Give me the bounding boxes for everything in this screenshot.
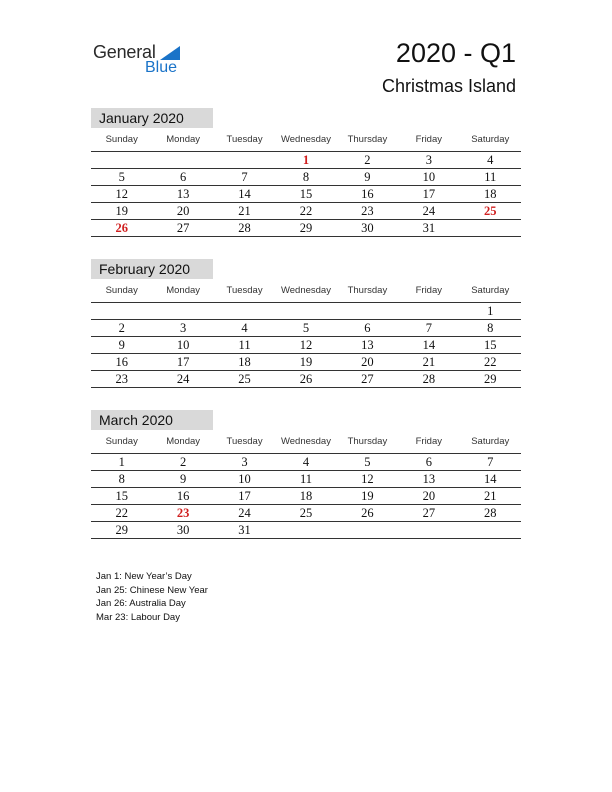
- holiday-day-cell: 25: [483, 204, 497, 218]
- weekday-header: Friday: [415, 285, 443, 296]
- day-cell: 25: [238, 372, 251, 386]
- day-cell: 26: [361, 506, 374, 520]
- day-cell: 10: [238, 472, 251, 486]
- day-cell: 28: [422, 372, 436, 386]
- day-cell: 2: [118, 321, 125, 335]
- logo-text-general: General: [93, 42, 156, 62]
- weekday-header: Tuesday: [226, 436, 263, 447]
- day-cell: [214, 152, 275, 168]
- day-cell: [275, 303, 336, 319]
- day-cell: 4: [241, 321, 248, 335]
- month-february: [91, 259, 521, 388]
- week-row: [91, 220, 521, 237]
- day-cell: 19: [115, 204, 128, 218]
- week-row: [91, 354, 521, 371]
- day-cell: 16: [115, 355, 128, 369]
- day-cell: [214, 303, 275, 319]
- week-row: [91, 186, 521, 203]
- weekday-header: Saturday: [471, 134, 510, 145]
- day-cell: 22: [115, 506, 128, 520]
- month-january: [91, 108, 521, 237]
- day-cell: [337, 522, 398, 538]
- week-row: [91, 371, 521, 388]
- day-cell: 31: [238, 523, 251, 537]
- day-cell: 8: [118, 472, 125, 486]
- day-cell: 6: [425, 455, 432, 469]
- day-cell: 12: [115, 187, 128, 201]
- weekday-header: Tuesday: [226, 134, 263, 145]
- day-cell: 12: [299, 338, 313, 352]
- week-row: [91, 169, 521, 186]
- day-cell: 28: [483, 506, 497, 520]
- day-cell: 19: [299, 355, 313, 369]
- day-cell: [460, 522, 521, 538]
- holiday-day-cell: 26: [115, 221, 128, 235]
- day-cell: 27: [176, 221, 190, 235]
- day-cell: 9: [180, 472, 187, 486]
- day-cell: 23: [361, 204, 374, 218]
- weekday-header: Friday: [415, 134, 443, 145]
- day-cell: 5: [364, 455, 371, 469]
- week-row: [91, 203, 521, 220]
- weekday-header: Thursday: [347, 134, 388, 145]
- day-cell: 18: [238, 355, 251, 369]
- day-cell: [152, 152, 213, 168]
- holiday-note: Jan 1: New Year’s Day: [96, 571, 192, 582]
- weekday-header: Sunday: [105, 285, 138, 296]
- day-cell: 4: [302, 455, 310, 469]
- day-cell: 18: [299, 489, 313, 503]
- day-cell: 24: [238, 506, 251, 520]
- day-cell: [91, 152, 152, 168]
- day-cell: 22: [483, 355, 497, 369]
- holiday-notes: [96, 570, 208, 624]
- weekday-header: Friday: [415, 436, 443, 447]
- day-cell: 30: [361, 221, 374, 235]
- day-cell: 21: [238, 204, 251, 218]
- day-cell: 29: [115, 523, 128, 537]
- day-cell: 9: [364, 170, 371, 184]
- day-cell: 5: [302, 321, 310, 335]
- page-subtitle: Christmas Island: [381, 76, 516, 96]
- weekday-header-row: [91, 283, 521, 303]
- weekday-header: Thursday: [347, 285, 388, 296]
- month-label: February 2020: [91, 259, 213, 279]
- day-cell: 28: [238, 221, 251, 235]
- weekday-header: Wednesday: [280, 134, 331, 145]
- day-cell: 15: [483, 338, 497, 352]
- day-cell: 24: [422, 204, 436, 218]
- day-cell: 7: [241, 170, 248, 184]
- day-cell: 7: [425, 321, 432, 335]
- month-label: March 2020: [91, 410, 213, 430]
- day-cell: 8: [487, 321, 494, 335]
- day-cell: [91, 303, 152, 319]
- day-cell: 15: [299, 187, 313, 201]
- page-title: 2020 - Q1: [395, 38, 516, 68]
- holiday-note: Mar 23: Labour Day: [96, 611, 180, 623]
- day-cell: 21: [483, 489, 497, 503]
- day-cell: 11: [299, 472, 312, 486]
- day-cell: 20: [176, 204, 190, 218]
- logo-triangle-icon: [160, 46, 180, 60]
- week-row: [91, 152, 521, 169]
- week-row: [91, 488, 521, 505]
- month-label: January 2020: [91, 108, 213, 128]
- day-cell: 23: [115, 372, 128, 386]
- day-cell: 7: [487, 455, 494, 469]
- day-cell: 5: [118, 170, 125, 184]
- day-cell: 26: [299, 372, 313, 386]
- holiday-day-cell: 1: [302, 153, 310, 167]
- weekday-header: Monday: [166, 134, 201, 145]
- week-row: [91, 337, 521, 354]
- month-march: [91, 410, 521, 539]
- day-cell: 20: [422, 489, 436, 503]
- holiday-note: Jan 26: Australia Day: [96, 598, 186, 609]
- day-cell: 17: [176, 355, 190, 369]
- day-cell: 15: [115, 489, 128, 503]
- day-cell: 11: [484, 170, 497, 184]
- logo-text-blue: Blue: [145, 59, 178, 76]
- weekday-header: Tuesday: [226, 285, 263, 296]
- weekday-header: Saturday: [471, 436, 510, 447]
- day-cell: 12: [361, 472, 374, 486]
- weekday-header: Thursday: [347, 436, 388, 447]
- day-cell: 25: [299, 506, 313, 520]
- week-row: [91, 471, 521, 488]
- day-cell: 21: [422, 355, 436, 369]
- day-cell: 24: [176, 372, 190, 386]
- day-cell: 1: [487, 304, 494, 318]
- day-cell: 6: [180, 170, 187, 184]
- weekday-header: Sunday: [105, 134, 138, 145]
- weekday-header: Wednesday: [280, 436, 331, 447]
- day-cell: 2: [364, 153, 371, 167]
- weekday-header: Monday: [166, 436, 201, 447]
- day-cell: 16: [361, 187, 374, 201]
- day-cell: 3: [241, 455, 248, 469]
- day-cell: 20: [361, 355, 374, 369]
- day-cell: 6: [364, 321, 371, 335]
- day-cell: 16: [176, 489, 190, 503]
- day-cell: 29: [483, 372, 497, 386]
- day-cell: 3: [180, 321, 187, 335]
- day-cell: 8: [302, 170, 310, 184]
- day-cell: 17: [422, 187, 436, 201]
- day-cell: 27: [361, 372, 374, 386]
- day-cell: [337, 303, 398, 319]
- week-row: [91, 320, 521, 337]
- day-cell: [460, 220, 521, 236]
- day-cell: 18: [483, 187, 497, 201]
- weekday-header: Saturday: [471, 285, 510, 296]
- day-cell: 14: [422, 338, 436, 352]
- day-cell: 10: [176, 338, 190, 352]
- day-cell: 31: [422, 221, 436, 235]
- week-row: [91, 522, 521, 539]
- day-cell: [152, 303, 213, 319]
- day-cell: 3: [425, 153, 432, 167]
- weekday-header: Monday: [166, 285, 201, 296]
- week-row: [91, 454, 521, 471]
- day-cell: [398, 303, 459, 319]
- day-cell: 29: [299, 221, 313, 235]
- day-cell: 13: [361, 338, 374, 352]
- holiday-note: Jan 25: Chinese New Year: [96, 584, 208, 596]
- day-cell: 27: [422, 506, 436, 520]
- weekday-header: Wednesday: [280, 285, 331, 296]
- day-cell: 13: [176, 187, 190, 201]
- day-cell: 17: [238, 489, 251, 503]
- day-cell: 10: [422, 170, 436, 184]
- day-cell: 2: [180, 455, 187, 469]
- week-row: [91, 505, 521, 522]
- generalblue-logo: [93, 42, 193, 78]
- day-cell: 11: [238, 338, 251, 352]
- day-cell: 22: [299, 204, 313, 218]
- day-cell: 13: [422, 472, 436, 486]
- weekday-header: Sunday: [105, 436, 138, 447]
- weekday-header-row: [91, 132, 521, 152]
- day-cell: 9: [118, 338, 125, 352]
- day-cell: 14: [238, 187, 251, 201]
- weekday-header-row: [91, 434, 521, 454]
- day-cell: 14: [483, 472, 497, 486]
- day-cell: 30: [176, 523, 190, 537]
- day-cell: [398, 522, 459, 538]
- week-row: [91, 303, 521, 320]
- day-cell: [275, 522, 336, 538]
- day-cell: 4: [487, 153, 494, 167]
- day-cell: 1: [118, 455, 125, 469]
- holiday-day-cell: 23: [176, 506, 190, 520]
- day-cell: 19: [361, 489, 374, 503]
